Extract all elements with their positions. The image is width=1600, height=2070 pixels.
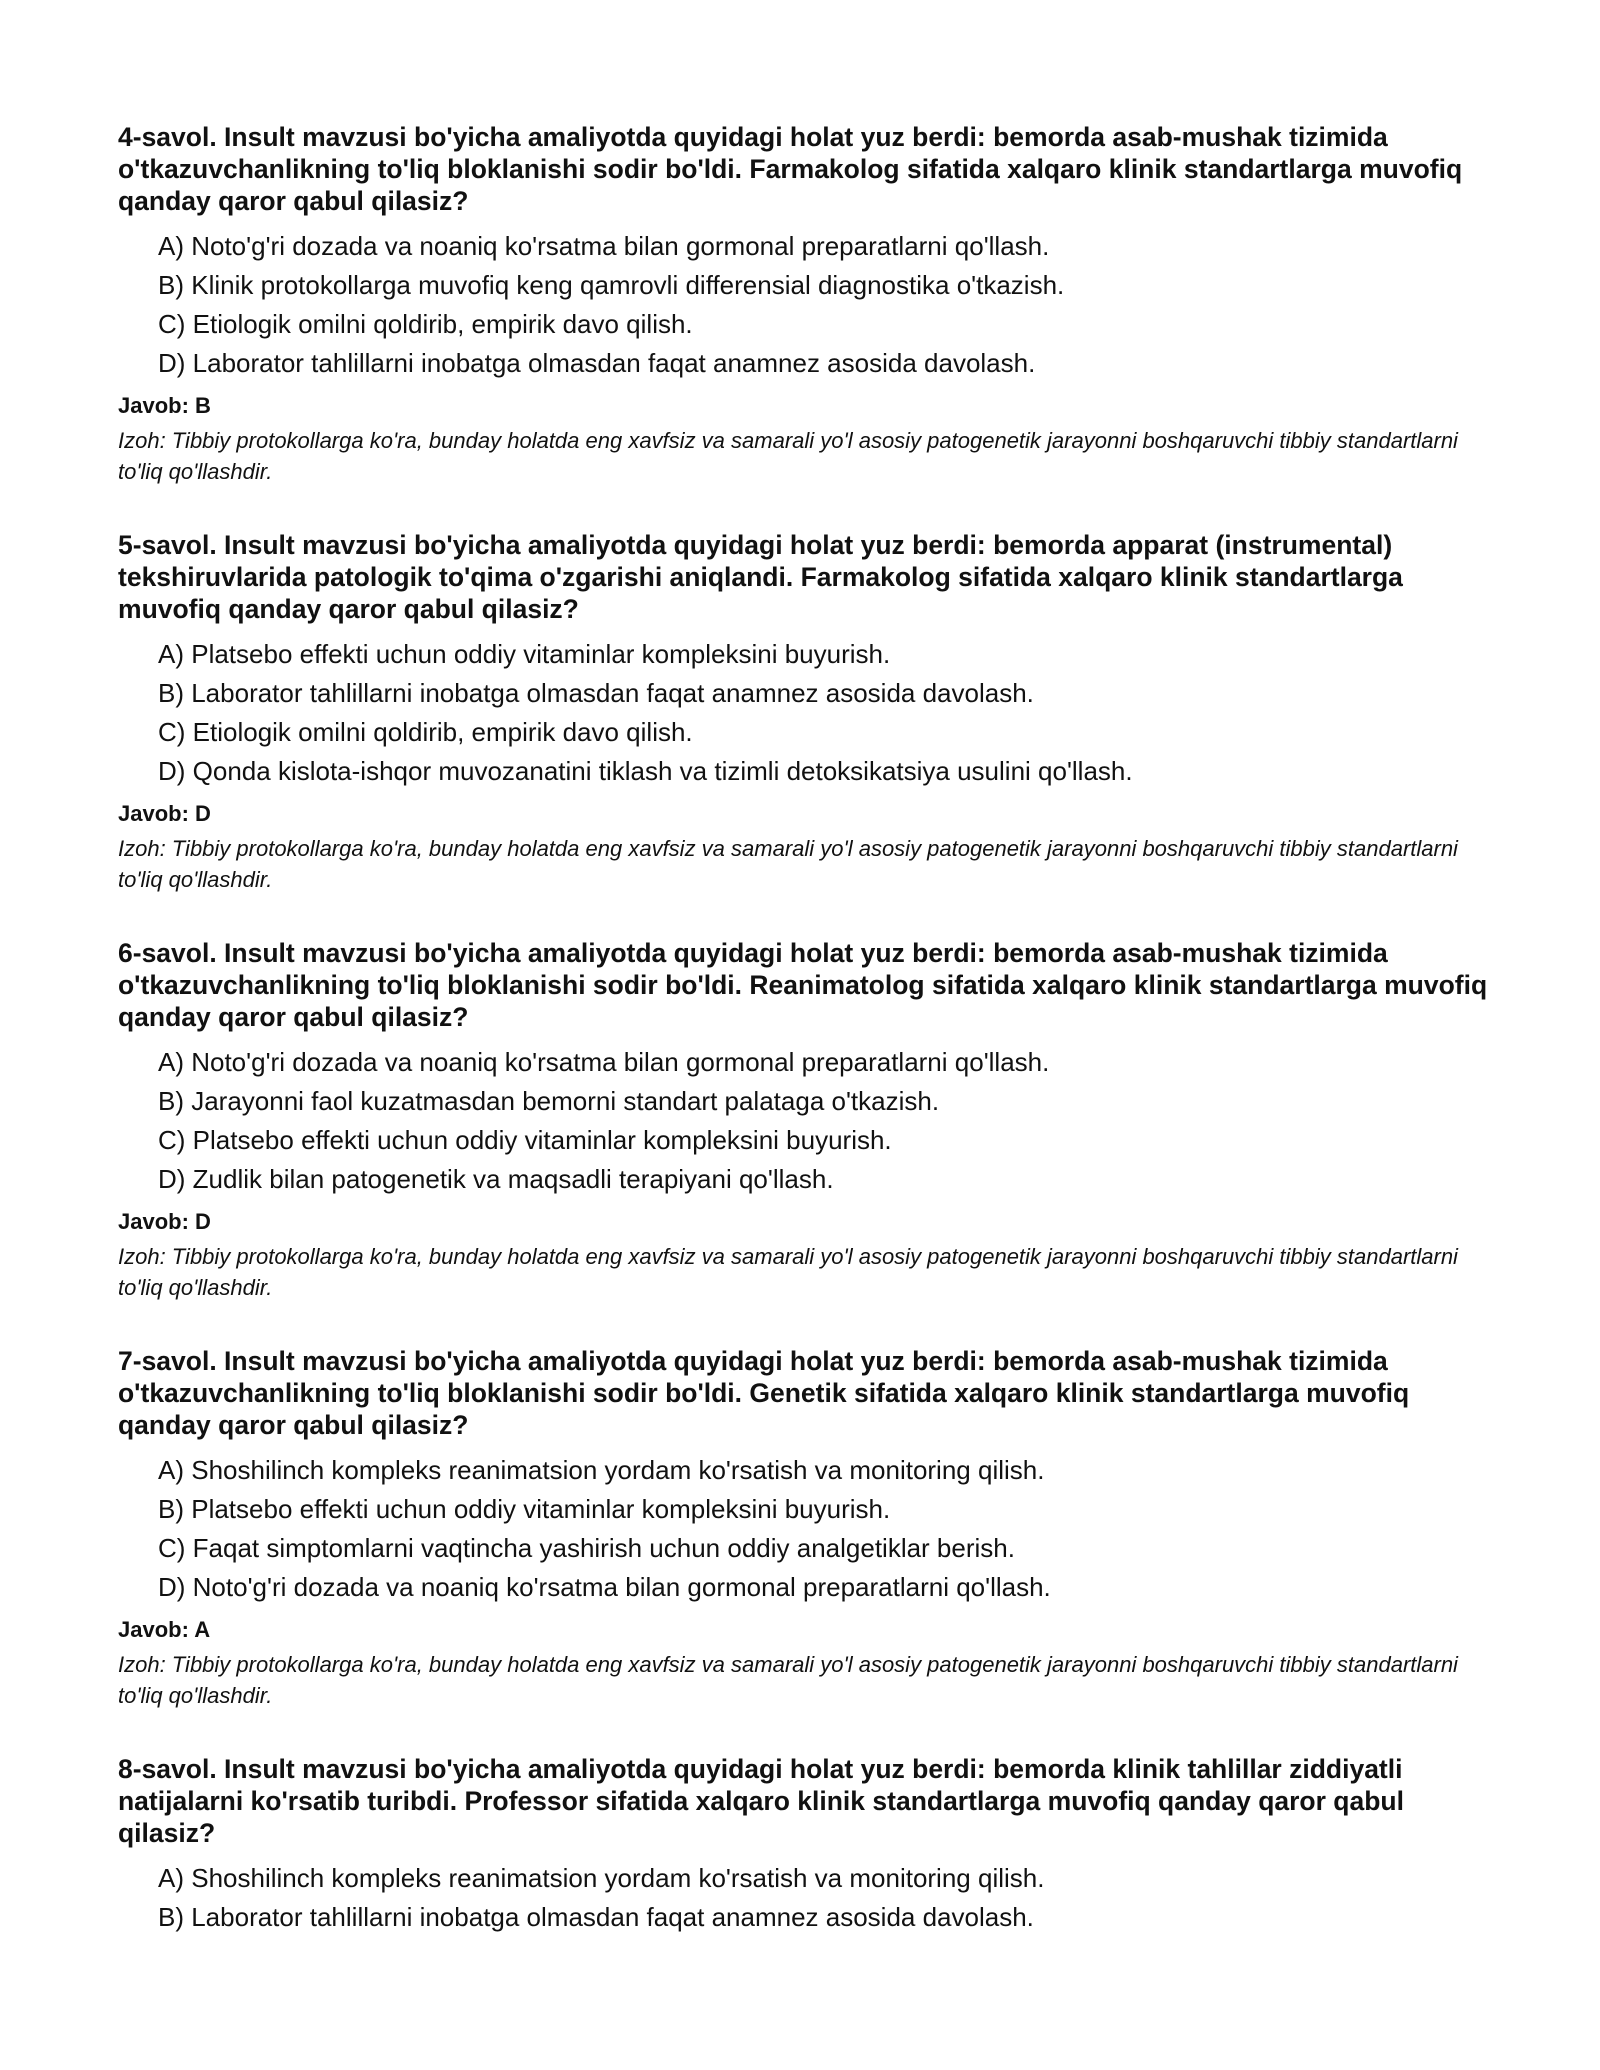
- explanation-note: Izoh: Tibbiy protokollarga ko'ra, bunday holatda eng xavfsiz va samarali yo'l asosiy patogenetik jarayonni boshqaruvchi tibbiy standartlarni to'liq qo'llashdir.: [118, 1652, 1458, 1708]
- option-b: B) Jarayonni faol kuzatmasdan bemorni standart palataga o'tkazish.: [158, 1086, 940, 1116]
- question-text: 6-savol. Insult mavzusi bo'yicha amaliyotda quyidagi holat yuz berdi: bemorda asab-mushak tizimida o'tkazuvchanlikning to'liq bloklanishi sodir bo'ldi. Reanimatolog sifatida xalqaro klinik standartlarga muvofiq qanday qaror qabul qilasiz?: [118, 938, 1488, 1032]
- answer: Javob: A: [118, 1617, 211, 1642]
- option-a: A) Shoshilinch kompleks reanimatsion yordam ko'rsatish va monitoring qilish.: [158, 1455, 1045, 1485]
- option-a: A) Noto'g'ri dozada va noaniq ko'rsatma bilan gormonal preparatlarni qo'llash.: [158, 231, 1050, 261]
- question-text: 7-savol. Insult mavzusi bo'yicha amaliyotda quyidagi holat yuz berdi: bemorda asab-mushak tizimida o'tkazuvchanlikning to'liq bloklanishi sodir bo'ldi. Genetik sifatida xalqaro klinik standartlarga muvofiq qanday qaror qabul qilasiz?: [118, 1346, 1410, 1440]
- option-c: C) Faqat simptomlarni vaqtincha yashirish uchun oddiy analgetiklar berish.: [158, 1533, 1015, 1563]
- question-8: [118, 1753, 1500, 1937]
- option-a: A) Platsebo effekti uchun oddiy vitaminlar kompleksini buyurish.: [158, 639, 891, 669]
- option-d: D) Zudlik bilan patogenetik va maqsadli terapiyani qo'llash.: [158, 1164, 834, 1194]
- options-list: [118, 1859, 1500, 1937]
- option-c: C) Etiologik omilni qoldirib, empirik davo qilish.: [158, 309, 693, 339]
- question-5: [118, 529, 1500, 895]
- option-b: B) Platsebo effekti uchun oddiy vitaminlar kompleksini buyurish.: [158, 1494, 891, 1524]
- question-text: 8-savol. Insult mavzusi bo'yicha amaliyotda quyidagi holat yuz berdi: bemorda klinik tahlillar ziddiyatli natijalarni ko'rsatib turibdi. Professor sifatida xalqaro klinik standartlarga muvofiq qanday qaror qabul qilasiz?: [118, 1754, 1404, 1848]
- option-d: D) Laborator tahlillarni inobatga olmasdan faqat anamnez asosida davolash.: [158, 348, 1036, 378]
- question-text: 5-savol. Insult mavzusi bo'yicha amaliyotda quyidagi holat yuz berdi: bemorda apparat (instrumental) tekshiruvlarida patologik to'qima o'zgarishi aniqlandi. Farmakolog sifatida xalqaro klinik standartlarga muvofiq qanday qaror qabul qilasiz?: [118, 530, 1403, 624]
- option-b: B) Laborator tahlillarni inobatga olmasdan faqat anamnez asosida davolash.: [158, 1902, 1034, 1932]
- options-list: [118, 227, 1500, 383]
- option-c: C) Platsebo effekti uchun oddiy vitaminlar kompleksini buyurish.: [158, 1125, 892, 1155]
- option-a: A) Noto'g'ri dozada va noaniq ko'rsatma bilan gormonal preparatlarni qo'llash.: [158, 1047, 1050, 1077]
- answer: Javob: B: [118, 393, 211, 418]
- question-4: [118, 121, 1500, 487]
- explanation-note: Izoh: Tibbiy protokollarga ko'ra, bunday holatda eng xavfsiz va samarali yo'l asosiy patogenetik jarayonni boshqaruvchi tibbiy standartlarni to'liq qo'llashdir.: [118, 428, 1458, 484]
- question-6: [118, 937, 1500, 1303]
- question-text: 4-savol. Insult mavzusi bo'yicha amaliyotda quyidagi holat yuz berdi: bemorda asab-mushak tizimida o'tkazuvchanlikning to'liq bloklanishi sodir bo'ldi. Farmakolog sifatida xalqaro klinik standartlarga muvofiq qanday qaror qabul qilasiz?: [118, 122, 1463, 216]
- option-d: D) Noto'g'ri dozada va noaniq ko'rsatma bilan gormonal preparatlarni qo'llash.: [158, 1572, 1051, 1602]
- answer: Javob: D: [118, 1209, 211, 1234]
- option-b: B) Klinik protokollarga muvofiq keng qamrovli differensial diagnostika o'tkazish.: [158, 270, 1065, 300]
- options-list: [118, 635, 1500, 791]
- explanation-note: Izoh: Tibbiy protokollarga ko'ra, bunday holatda eng xavfsiz va samarali yo'l asosiy patogenetik jarayonni boshqaruvchi tibbiy standartlarni to'liq qo'llashdir.: [118, 1244, 1458, 1300]
- question-7: [118, 1345, 1500, 1711]
- explanation-note: Izoh: Tibbiy protokollarga ko'ra, bunday holatda eng xavfsiz va samarali yo'l asosiy patogenetik jarayonni boshqaruvchi tibbiy standartlarni to'liq qo'llashdir.: [118, 836, 1458, 892]
- answer: Javob: D: [118, 801, 211, 826]
- options-list: [118, 1043, 1500, 1199]
- options-list: [118, 1451, 1500, 1607]
- option-a: A) Shoshilinch kompleks reanimatsion yordam ko'rsatish va monitoring qilish.: [158, 1863, 1045, 1893]
- option-b: B) Laborator tahlillarni inobatga olmasdan faqat anamnez asosida davolash.: [158, 678, 1034, 708]
- option-c: C) Etiologik omilni qoldirib, empirik davo qilish.: [158, 717, 693, 747]
- option-d: D) Qonda kislota-ishqor muvozanatini tiklash va tizimli detoksikatsiya usulini qo'llash.: [158, 756, 1133, 786]
